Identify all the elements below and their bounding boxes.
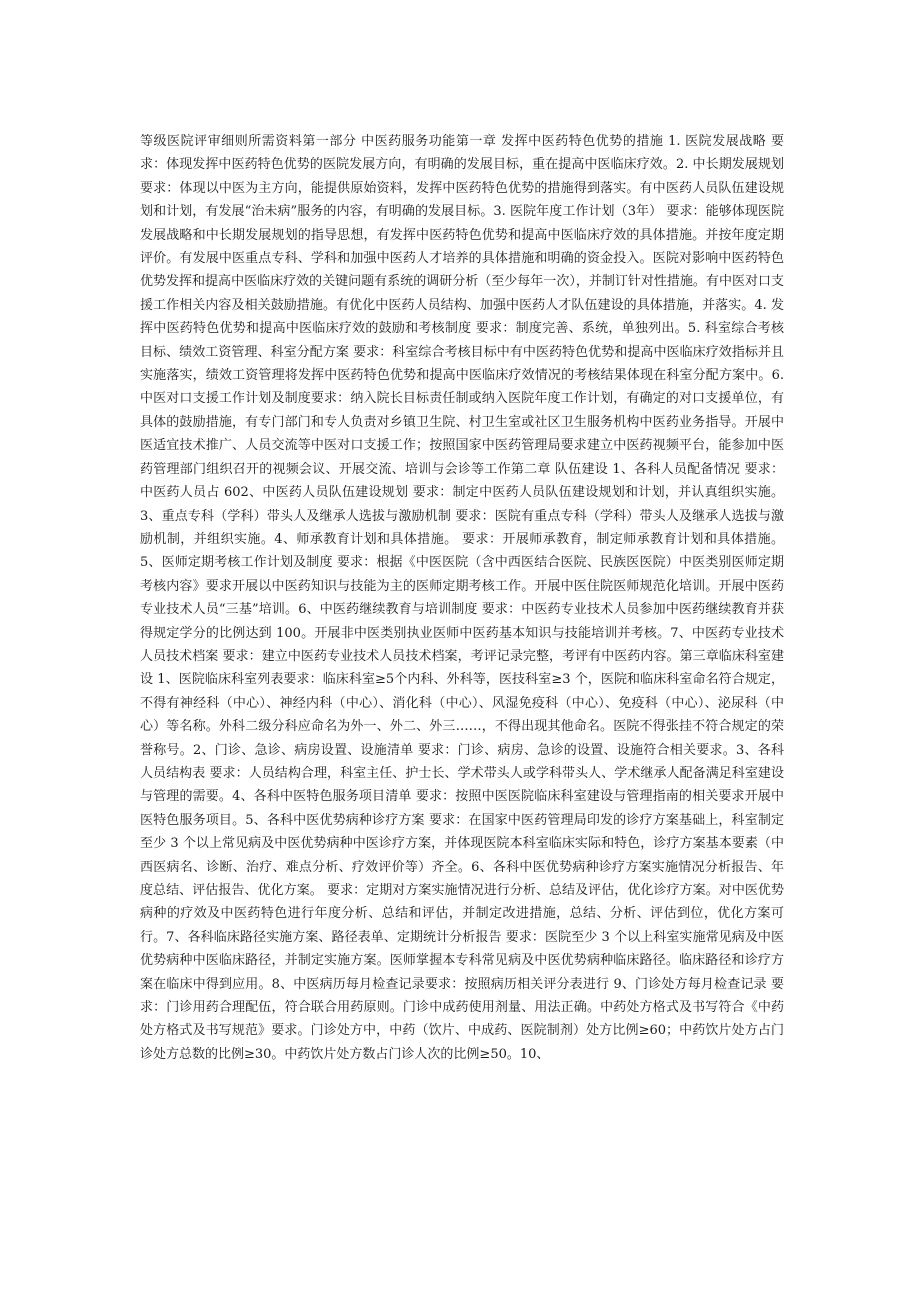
document-page: [140, 130, 784, 1066]
document-body-text: 等级医院评审细则所需资料第一部分 中医药服务功能第一章 发挥中医药特色优势的措施 1. 医院发展战略 要求：体现发挥中医药特色优势的医院发展方向，有明确的发展目标，重在提高中医临床疗效。2. 中长期发展规划 要求：体现以中医为主方向，能提供原始资料，发挥中医药特色优势的措施得到落实。有中医药人员队伍建设规划和计划，有发展“治未病”服务的内容，有明确的发展目标。3. 医院年度工作计划（3年） 要求：能够体现医院发展战略和中长期发展规划的指导思想，有发挥中医药特色优势和提高中医临床疗效的具体措施。并按年度定期评价。有发展中医重点专科、学科和加强中医药人才培养的具体措施和明确的资金投入。医院对影响中医药特色优势发挥和提高中医临床疗效的关键问题有系统的调研分析（至少每年一次），并制订针对性措施。有中医对口支援工作相关内容及相关鼓励措施。有优化中医药人员结构、加强中医药人才队伍建设的具体措施，并落实。4. 发挥中医药特色优势和提高中医临床疗效的鼓励和考核制度 要求：制度完善、系统，单独列出。5. 科室综合考核目标、绩效工资管理、科室分配方案 要求：科室综合考核目标中有中医药特色优势和提高中医临床疗效指标并且实施落实，绩效工资管理将发挥中医药特色优势和提高中医临床疗效情况的考核结果体现在科室分配方案中。6.中医对口支援工作计划及制度要求：纳入院长目标责任制或纳入医院年度工作计划，有确定的对口支援单位，有具体的鼓励措施，有专门部门和专人负责对乡镇卫生院、村卫生室或社区卫生服务机构中医药业务指导。开展中医适宜技术推广、人员交流等中医对口支援工作；按照国家中医药管理局要求建立中医药视频平台，能参加中医药管理部门组织召开的视频会议、开展交流、培训与会诊等工作第二章 队伍建设 1、各科人员配备情况 要求：中医药人员占 602、中医药人员队伍建设规划 要求：制定中医药人员队伍建设规划和计划，并认真组织实施。3、重点专科（学科）带头人及继承人选拔与激励机制 要求：医院有重点专科（学科）带头人及继承人选拔与激励机制，并组织实施。4、师承教育计划和具体措施。 要求：开展师承教育，制定师承教育计划和具体措施。5、医师定期考核工作计划及制度 要求：根据《中医医院（含中西医结合医院、民族医医院）中医类别医师定期考核内容》要求开展以中医药知识与技能为主的医师定期考核工作。开展中医住院医师规范化培训。开展中医药专业技术人员“三基”培训。6、中医药继续教育与培训制度 要求：中医药专业技术人员参加中医药继续教育并获得规定学分的比例达到 100。开展非中医类别执业医师中医药基本知识与技能培训并考核。7、中医药专业技术人员技术档案 要求：建立中医药专业技术人员技术档案，考评记录完整，考评有中医药内容。第三章临床科室建设 1、医院临床科室列表要求：临床科室≥5个内科、外科等，医技科室≥3 个，医院和临床科室命名符合规定，不得有神经科（中心）、神经内科（中心）、消化科（中心）、风湿免疫科（中心）、免疫科（中心）、泌尿科（中心）等名称。外科二级分科应命名为外一、外二、外三……，不得出现其他命名。医院不得张挂不符合规定的荣誉称号。2、门诊、急诊、病房设置、设施清单 要求：门诊、病房、急诊的设置、设施符合相关要求。3、各科人员结构表 要求：人员结构合理，科室主任、护士长、学术带头人或学科带头人、学术继承人配备满足科室建设与管理的需要。4、各科中医特色服务项目清单 要求：按照中医医院临床科室建设与管理指南的相关要求开展中医特色服务项目。5、各科中医优势病种诊疗方案 要求：在国家中医药管理局印发的诊疗方案基础上，科室制定至少 3 个以上常见病及中医优势病种中医诊疗方案，并体现医院本科室临床实际和特色，诊疗方案基本要素（中西医病名、诊断、治疗、难点分析、疗效评价等）齐全。6、各科中医优势病种诊疗方案实施情况分析报告、年度总结、评估报告、优化方案。 要求：定期对方案实施情况进行分析、总结及评估，优化诊疗方案。对中医优势病种的疗效及中医药特色进行年度分析、总结和评估，并制定改进措施，总结、分析、评估到位，优化方案可行。7、各科临床路径实施方案、路径表单、定期统计分析报告 要求：医院至少 3 个以上科室实施常见病及中医优势病种中医临床路径，并制定实施方案。医师掌握本专科常见病及中医优势病种临床路径。临床路径和诊疗方案在临床中得到应用。8、中医病历每月检查记录要求：按照病历相关评分表进行 9、门诊处方每月检查记录 要求：门诊用药合理配伍，符合联合用药原则。门诊中成药使用剂量、用法正确。中药处方格式及书写符合《中药处方格式及书写规范》要求。门诊处方中，中药（饮片、中成药、医院制剂）处方比例≥60；中药饮片处方占门诊处方总数的比例≥30。中药饮片处方数占门诊人次的比例≥50。10、: [140, 134, 784, 1062]
